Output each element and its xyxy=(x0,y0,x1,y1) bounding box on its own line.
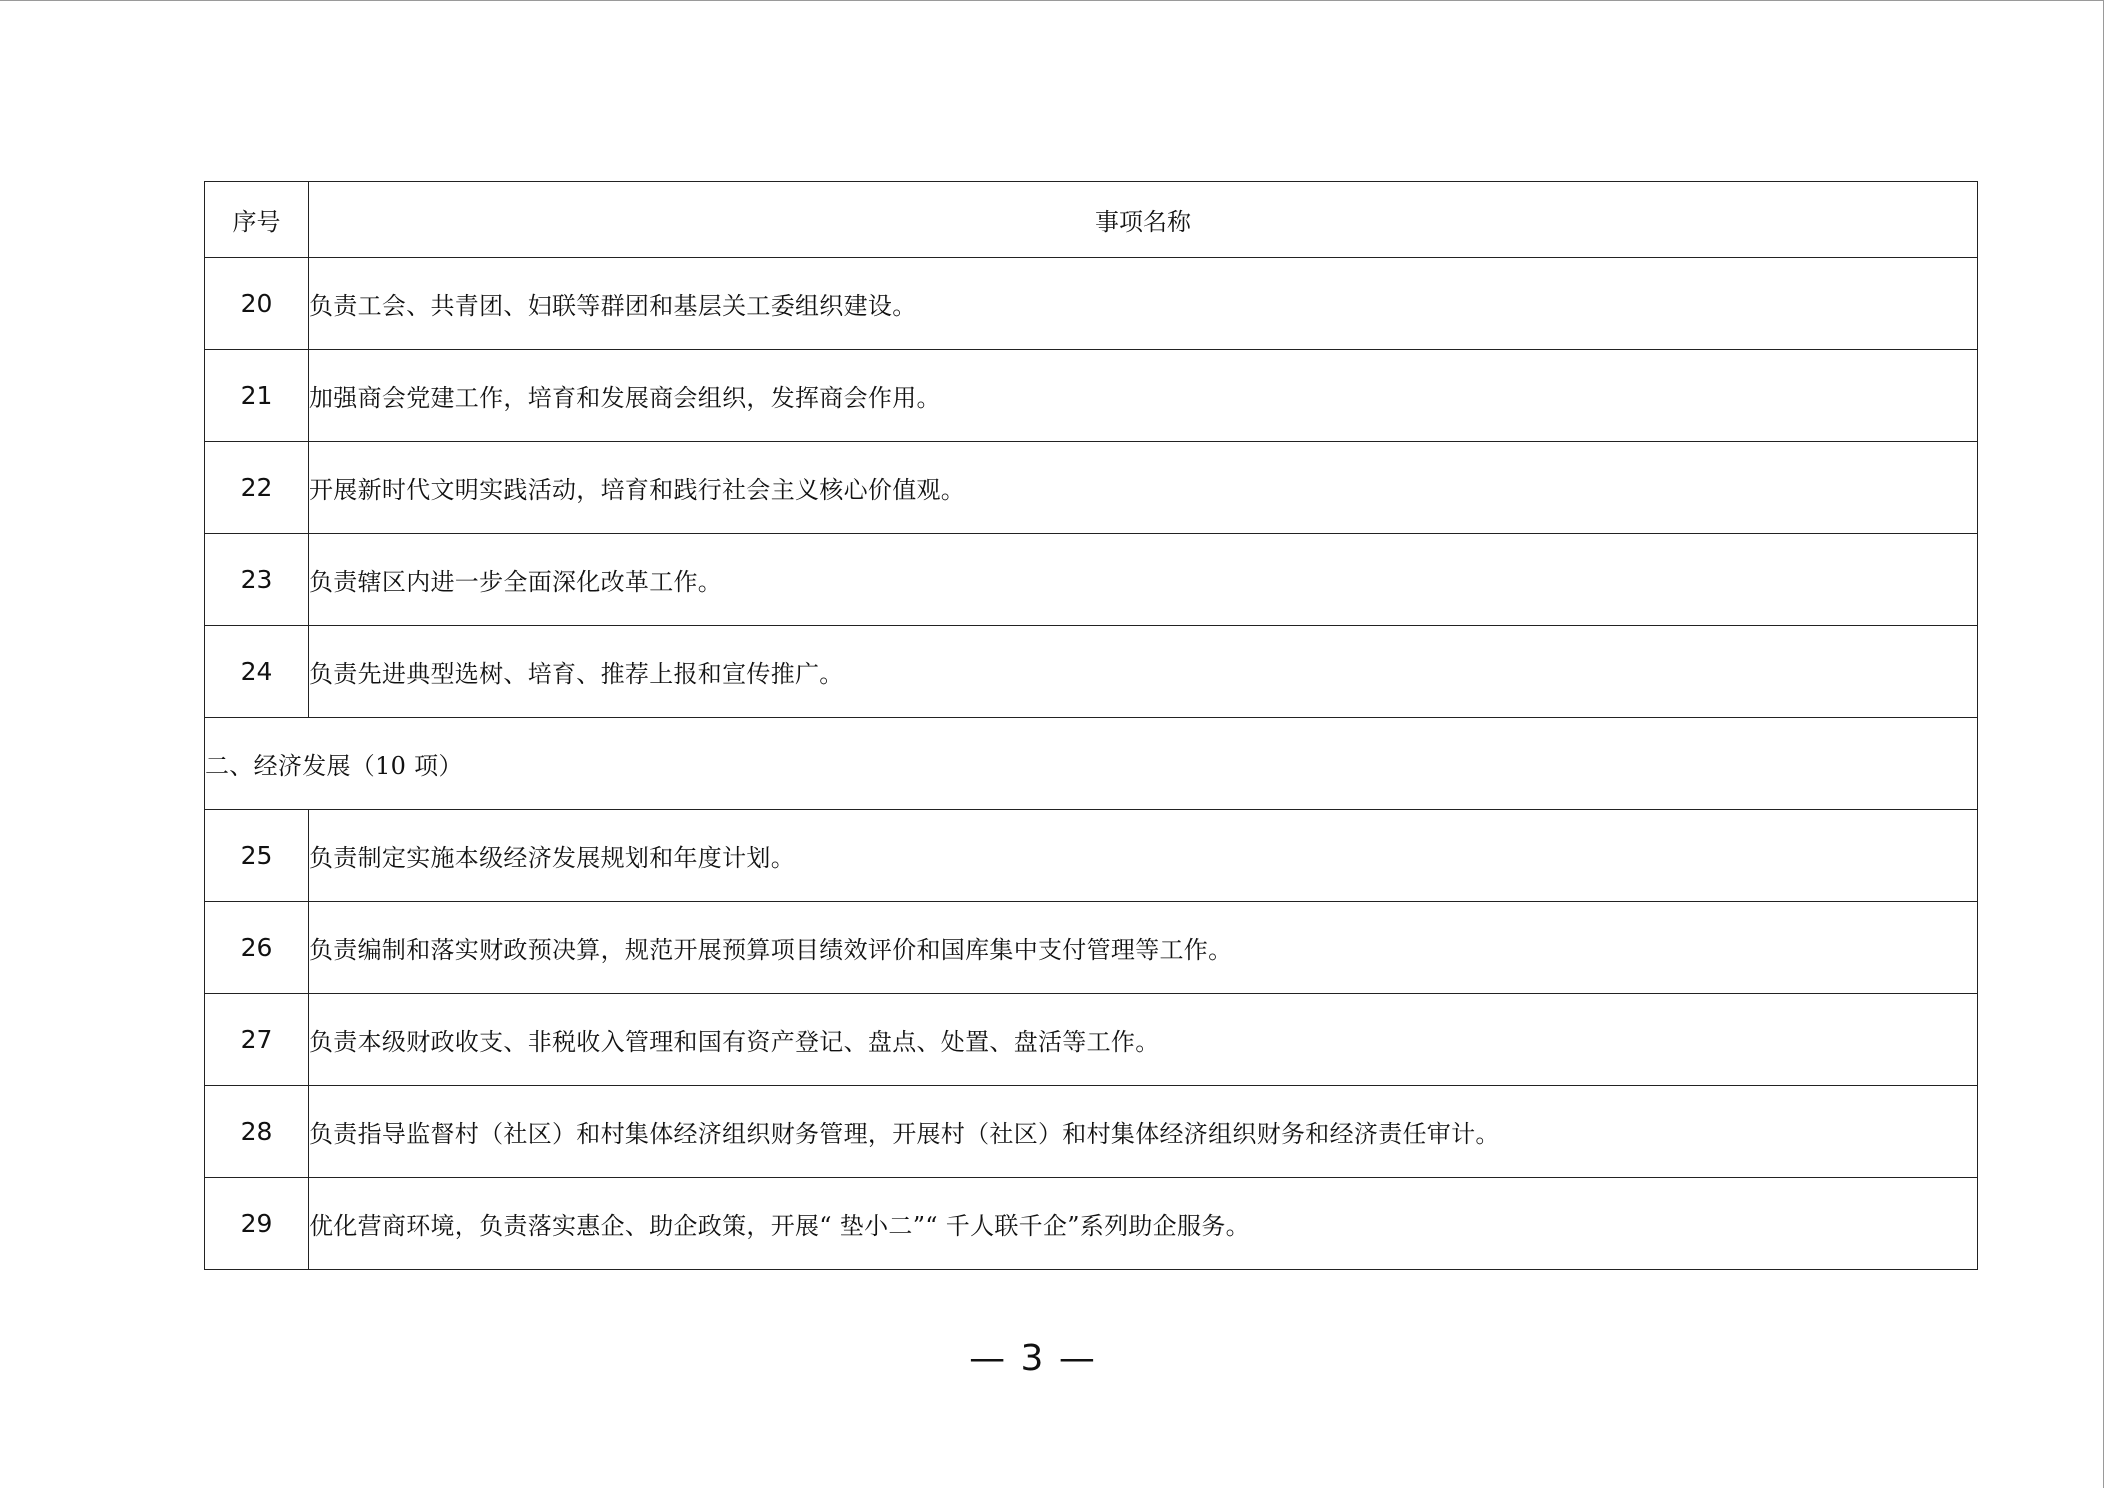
table-row xyxy=(205,994,1978,1086)
row-item-name: 负责编制和落实财政预决算，规范开展预算项目绩效评价和国库集中支付管理等工作。 xyxy=(309,902,1978,994)
row-number: 25 xyxy=(205,810,309,902)
row-item-name: 负责工会、共青团、妇联等群团和基层关工委组织建设。 xyxy=(309,258,1978,350)
table-row xyxy=(205,350,1978,442)
table-row xyxy=(205,1086,1978,1178)
table-header-row xyxy=(205,182,1978,258)
table-row xyxy=(205,442,1978,534)
table-row xyxy=(205,534,1978,626)
row-item-name: 负责先进典型选树、培育、推荐上报和宣传推广。 xyxy=(309,626,1978,718)
row-number: 20 xyxy=(205,258,309,350)
row-number: 27 xyxy=(205,994,309,1086)
header-serial-number: 序号 xyxy=(205,182,309,258)
table-row xyxy=(205,258,1978,350)
row-number: 24 xyxy=(205,626,309,718)
row-number: 29 xyxy=(205,1178,309,1270)
items-table xyxy=(204,181,1978,1270)
table-row xyxy=(205,810,1978,902)
page-number: — 3 — xyxy=(969,1338,1097,1379)
section-heading-economic-development: 二、经济发展（10 项） xyxy=(205,718,1978,810)
row-item-name: 加强商会党建工作，培育和发展商会组织，发挥商会作用。 xyxy=(309,350,1978,442)
row-item-name: 负责本级财政收支、非税收入管理和国有资产登记、盘点、处置、盘活等工作。 xyxy=(309,994,1978,1086)
header-item-name: 事项名称 xyxy=(309,182,1978,258)
row-item-name: 优化营商环境，负责落实惠企、助企政策，开展“ 垫小二”“ 千人联千企”系列助企服务。 xyxy=(309,1178,1978,1270)
row-number: 28 xyxy=(205,1086,309,1178)
row-number: 23 xyxy=(205,534,309,626)
row-item-name: 负责指导监督村（社区）和村集体经济组织财务管理，开展村（社区）和村集体经济组织财务和经济责任审计。 xyxy=(309,1086,1978,1178)
row-number: 26 xyxy=(205,902,309,994)
table-row xyxy=(205,626,1978,718)
section-heading-row xyxy=(205,718,1978,810)
row-item-name: 负责制定实施本级经济发展规划和年度计划。 xyxy=(309,810,1978,902)
page-top-border xyxy=(0,0,2104,1)
table-row xyxy=(205,902,1978,994)
row-number: 22 xyxy=(205,442,309,534)
row-item-name: 开展新时代文明实践活动，培育和践行社会主义核心价值观。 xyxy=(309,442,1978,534)
table-row xyxy=(205,1178,1978,1270)
row-number: 21 xyxy=(205,350,309,442)
row-item-name: 负责辖区内进一步全面深化改革工作。 xyxy=(309,534,1978,626)
